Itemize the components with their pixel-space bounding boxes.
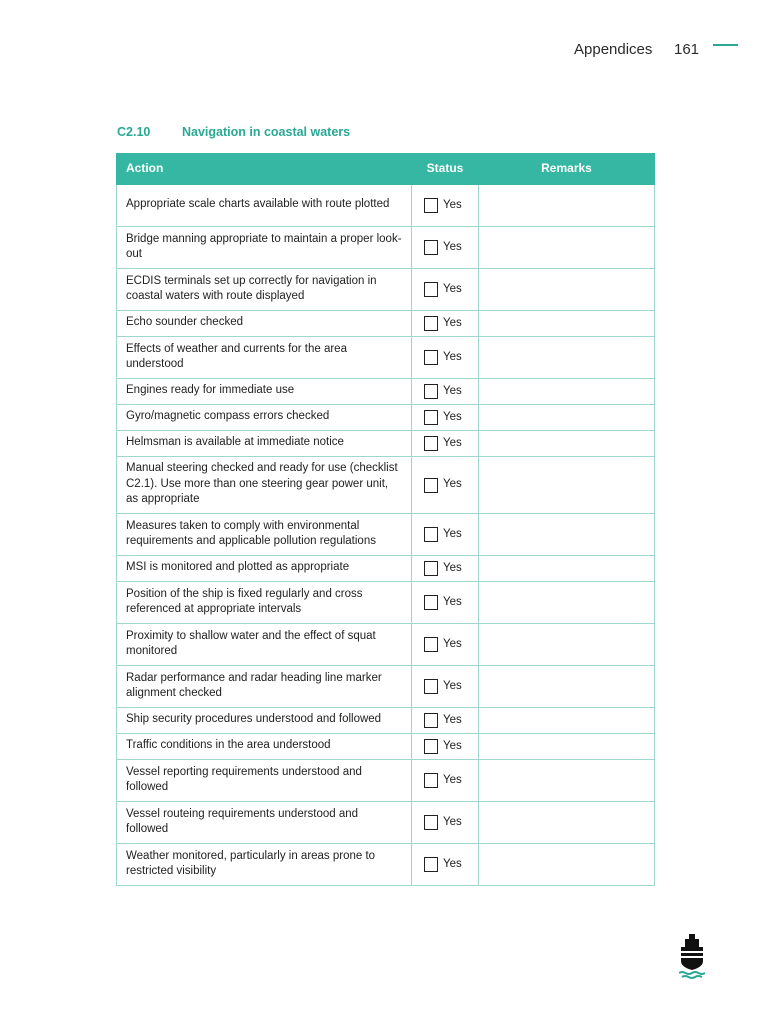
status-checkbox[interactable] [424, 240, 438, 255]
table-row [117, 556, 655, 582]
remarks-cell[interactable] [479, 760, 655, 802]
status-option [424, 739, 478, 755]
page-number: 161 [674, 41, 700, 58]
remarks-cell[interactable] [479, 514, 655, 556]
header-accent-rule [713, 44, 738, 46]
status-label: Yes [443, 595, 462, 608]
action-cell: Engines ready for immediate use [117, 379, 412, 405]
table-header-row [117, 154, 655, 185]
table-row [117, 311, 655, 337]
table-row [117, 624, 655, 666]
status-cell [412, 734, 479, 760]
status-checkbox[interactable] [424, 561, 438, 576]
action-cell: Measures taken to comply with environmental requirements and applicable pollution regulations [117, 514, 412, 556]
status-cell [412, 337, 479, 379]
table-row [117, 514, 655, 556]
table-row [117, 337, 655, 379]
status-label: Yes [443, 713, 462, 726]
table-row [117, 227, 655, 269]
status-checkbox[interactable] [424, 595, 438, 610]
remarks-cell[interactable] [479, 405, 655, 431]
action-cell: Radar performance and radar heading line marker alignment checked [117, 666, 412, 708]
action-cell: Manual steering checked and ready for use (checklist C2.1). Use more than one steering gear power unit, as appropriate [117, 457, 412, 514]
action-cell: Traffic conditions in the area understood [117, 734, 412, 760]
status-checkbox[interactable] [424, 350, 438, 365]
status-cell [412, 431, 479, 457]
action-cell: Gyro/magnetic compass errors checked [117, 405, 412, 431]
action-cell: Proximity to shallow water and the effect of squat monitored [117, 624, 412, 666]
status-option [424, 561, 478, 577]
status-cell [412, 405, 479, 431]
remarks-cell[interactable] [479, 734, 655, 760]
remarks-cell[interactable] [479, 311, 655, 337]
status-checkbox[interactable] [424, 679, 438, 694]
status-cell [412, 269, 479, 311]
remarks-cell[interactable] [479, 457, 655, 514]
action-cell: Vessel reporting requirements understood and followed [117, 760, 412, 802]
remarks-cell[interactable] [479, 802, 655, 844]
status-label: Yes [443, 815, 462, 828]
status-option [424, 713, 478, 729]
status-option [424, 815, 478, 831]
table-row [117, 708, 655, 734]
table-row [117, 457, 655, 514]
status-cell [412, 624, 479, 666]
status-label: Yes [443, 316, 462, 329]
status-checkbox[interactable] [424, 436, 438, 451]
status-option [424, 857, 478, 873]
page-header [0, 40, 768, 64]
action-cell: Appropriate scale charts available with route plotted [117, 185, 412, 227]
table-row [117, 269, 655, 311]
column-header-remarks: Remarks [479, 154, 655, 185]
status-checkbox[interactable] [424, 527, 438, 542]
status-checkbox[interactable] [424, 773, 438, 788]
remarks-cell[interactable] [479, 844, 655, 886]
table-row [117, 185, 655, 227]
action-cell: Bridge manning appropriate to maintain a proper look-out [117, 227, 412, 269]
table-row [117, 666, 655, 708]
status-option [424, 773, 478, 789]
status-option [424, 436, 478, 452]
status-option [424, 595, 478, 611]
remarks-cell[interactable] [479, 556, 655, 582]
status-label: Yes [443, 739, 462, 752]
status-checkbox[interactable] [424, 739, 438, 754]
column-header-status: Status [412, 154, 479, 185]
action-cell: Vessel routeing requirements understood and followed [117, 802, 412, 844]
remarks-cell[interactable] [479, 666, 655, 708]
status-cell [412, 457, 479, 514]
section-number: C2.10 [117, 125, 151, 139]
status-label: Yes [443, 857, 462, 870]
status-checkbox[interactable] [424, 857, 438, 872]
status-label: Yes [443, 350, 462, 363]
remarks-cell[interactable] [479, 227, 655, 269]
status-checkbox[interactable] [424, 815, 438, 830]
remarks-cell[interactable] [479, 431, 655, 457]
status-label: Yes [443, 478, 462, 491]
status-cell [412, 802, 479, 844]
status-label: Yes [443, 198, 462, 211]
status-checkbox[interactable] [424, 316, 438, 331]
action-cell: ECDIS terminals set up correctly for navigation in coastal waters with route displayed [117, 269, 412, 311]
status-label: Yes [443, 637, 462, 650]
table-row [117, 405, 655, 431]
status-label: Yes [443, 410, 462, 423]
action-cell: MSI is monitored and plotted as appropriate [117, 556, 412, 582]
status-cell [412, 379, 479, 405]
table-row [117, 379, 655, 405]
status-label: Yes [443, 561, 462, 574]
status-cell [412, 311, 479, 337]
status-option [424, 282, 478, 298]
status-label: Yes [443, 384, 462, 397]
remarks-cell[interactable] [479, 582, 655, 624]
status-option [424, 350, 478, 366]
status-cell [412, 708, 479, 734]
status-checkbox[interactable] [424, 384, 438, 399]
status-checkbox[interactable] [424, 478, 438, 493]
action-cell: Position of the ship is fixed regularly and cross referenced at appropriate intervals [117, 582, 412, 624]
status-cell [412, 582, 479, 624]
action-cell: Ship security procedures understood and followed [117, 708, 412, 734]
status-cell [412, 227, 479, 269]
action-cell: Helmsman is available at immediate notice [117, 431, 412, 457]
status-label: Yes [443, 679, 462, 692]
status-cell [412, 556, 479, 582]
table-row [117, 844, 655, 886]
action-cell: Echo sounder checked [117, 311, 412, 337]
status-option [424, 240, 478, 256]
header-title: Appendices [574, 41, 653, 58]
action-cell: Weather monitored, particularly in areas prone to restricted visibility [117, 844, 412, 886]
remarks-cell[interactable] [479, 708, 655, 734]
status-checkbox[interactable] [424, 410, 438, 425]
status-checkbox[interactable] [424, 713, 438, 728]
status-label: Yes [443, 527, 462, 540]
checklist-table [116, 153, 655, 886]
status-cell [412, 185, 479, 227]
status-checkbox[interactable] [424, 198, 438, 213]
status-cell [412, 666, 479, 708]
status-option [424, 477, 478, 493]
status-label: Yes [443, 436, 462, 449]
status-option [424, 316, 478, 332]
table-row [117, 582, 655, 624]
column-header-action: Action [117, 154, 412, 185]
status-cell [412, 514, 479, 556]
status-cell [412, 760, 479, 802]
remarks-cell[interactable] [479, 624, 655, 666]
remarks-cell[interactable] [479, 185, 655, 227]
ship-icon [679, 934, 705, 980]
remarks-cell[interactable] [479, 379, 655, 405]
status-checkbox[interactable] [424, 637, 438, 652]
action-cell: Effects of weather and currents for the area understood [117, 337, 412, 379]
status-option [424, 384, 478, 400]
section-title: Navigation in coastal waters [182, 125, 351, 139]
status-label: Yes [443, 240, 462, 253]
status-label: Yes [443, 282, 462, 295]
status-option [424, 637, 478, 653]
remarks-cell[interactable] [479, 269, 655, 311]
status-option [424, 410, 478, 426]
status-option [424, 679, 478, 695]
status-option [424, 198, 478, 214]
table-row [117, 760, 655, 802]
table-row [117, 802, 655, 844]
table-row [117, 734, 655, 760]
remarks-cell[interactable] [479, 337, 655, 379]
status-option [424, 527, 478, 543]
status-cell [412, 844, 479, 886]
status-checkbox[interactable] [424, 282, 438, 297]
status-label: Yes [443, 773, 462, 786]
table-row [117, 431, 655, 457]
